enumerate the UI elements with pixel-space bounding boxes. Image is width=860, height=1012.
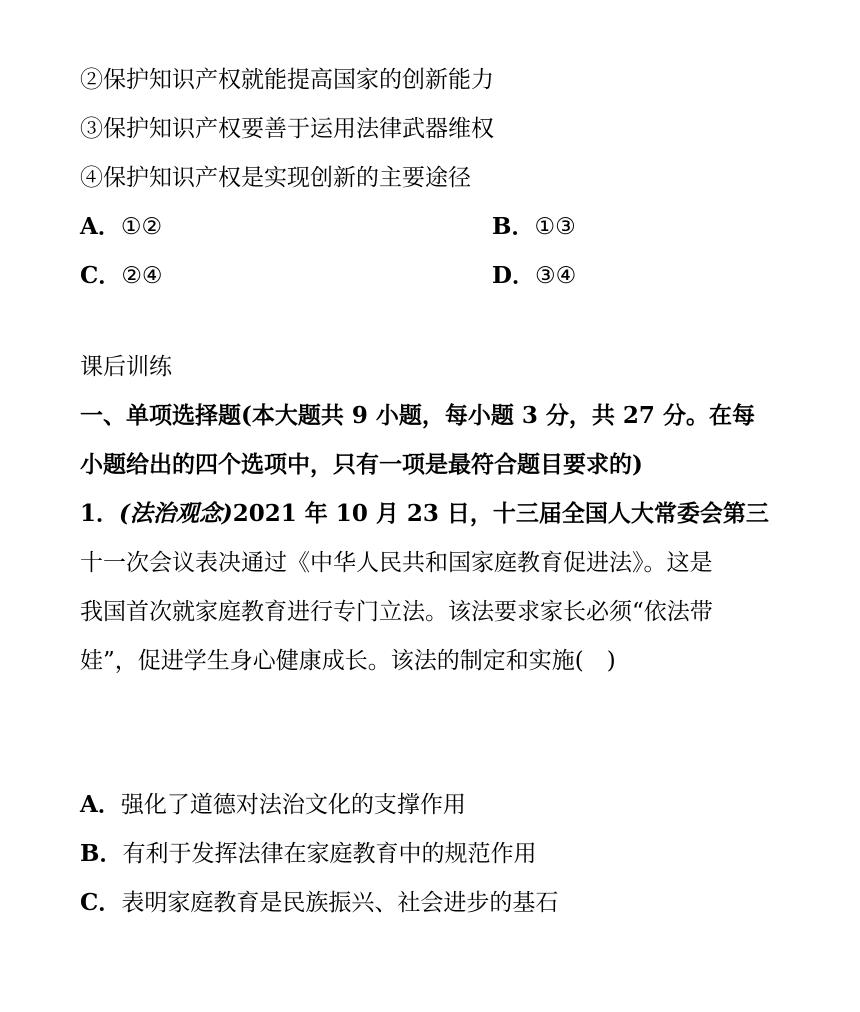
question-1-line-3: 我国首次就家庭教育进行专门立法。该法要求家长必须“依法带	[80, 599, 713, 625]
option-a	[80, 214, 162, 240]
question-number: 1．	[80, 500, 120, 527]
q1-option-c-text: 表明家庭教育是民族振兴、社会进步的基石	[121, 890, 559, 916]
q1-option-c-label: C．	[80, 889, 122, 916]
option-b-text: ①③	[534, 214, 576, 240]
q1-option-b-label: B．	[80, 840, 123, 867]
option-a-label: A．	[80, 213, 121, 240]
option-b-label: B．	[492, 213, 535, 240]
section-title: 课后训练	[80, 354, 172, 380]
q1-option-c	[80, 888, 558, 918]
option-a-text: ①②	[120, 214, 163, 240]
q1-option-a-text: 强化了道德对法治文化的支撑作用	[120, 792, 466, 818]
option-d-label: D．	[492, 262, 535, 289]
q1-option-b	[80, 839, 536, 869]
question-tag: (法治观念)	[119, 500, 233, 527]
question-1-line-2: 十一次会议表决通过《中华人民共和国家庭教育促进法》。这是	[80, 550, 713, 576]
section-heading-line-2: 小题给出的四个选项中，只有一项是最符合题目要求的)	[80, 451, 643, 478]
statement-4: ④保护知识产权是实现创新的主要途径	[80, 165, 471, 191]
q1-option-b-text: 有利于发挥法律在家庭教育中的规范作用	[122, 841, 537, 867]
statement-2: ②保护知识产权就能提高国家的创新能力	[80, 67, 494, 93]
q1-option-a-label: A．	[80, 791, 121, 818]
q1-option-a	[80, 790, 466, 820]
option-d	[492, 261, 576, 291]
question-1-line-1-rest: 2021 年 10 月 23 日，十三届全国人大常委会第三	[232, 500, 769, 527]
options-row-2	[80, 261, 780, 291]
option-d-text: ③④	[534, 263, 577, 289]
question-1-line-1	[80, 499, 769, 529]
option-b	[492, 212, 576, 242]
statement-3: ③保护知识产权要善于运用法律武器维权	[80, 116, 494, 142]
question-1-line-4: 娃”，促进学生身心健康成长。该法的制定和实施( )	[80, 648, 616, 674]
section-heading-line-1: 一、单项选择题(本大题共 9 小题，每小题 3 分，共 27 分。在每	[80, 402, 755, 429]
options-row-1	[80, 212, 780, 242]
option-c-text: ②④	[121, 263, 163, 289]
option-c	[80, 263, 163, 289]
option-c-label: C．	[80, 262, 122, 289]
